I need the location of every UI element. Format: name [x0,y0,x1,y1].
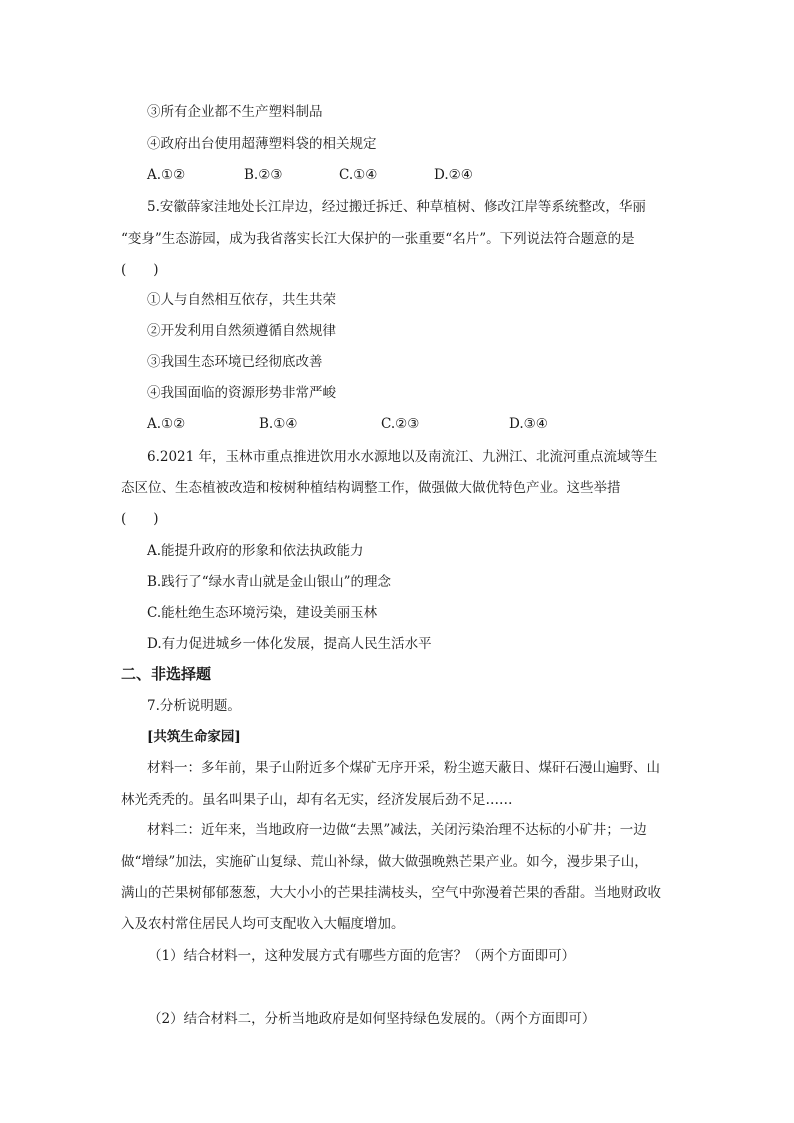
q5-option-a: A.①② [147,416,186,432]
q5-item-1: ①人与自然相互依存，共生共荣 [147,292,336,308]
q4-option-a: A.①② [147,167,186,183]
q4-item-3: ③所有企业都不生产塑料制品 [147,104,323,120]
q4-item-4: ④政府出台使用超薄塑料袋的相关规定 [147,136,377,152]
q7-material-2-line-2: 做“增绿”加法，实施矿山复绿、荒山补绿，做大做强晚熟芒果产业。如今，漫步果子山， [121,854,648,870]
q5-option-b: B.①④ [259,416,298,432]
q7-material-2-line-3: 满山的芒果树郁郁葱葱，大大小小的芒果挂满枝头，空气中弥漫着芒果的香甜。当地财政收 [121,885,661,901]
q7-intro: 7.分析说明题。 [147,698,241,714]
q6-answer-paren: ( ) [121,511,159,527]
q6-stem-line-2: 态区位、生态植被改造和桉树种植结构调整工作，做强做大做优特色产业。这些举措 [121,480,621,496]
q6-stem-line-1: 6.2021 年，玉林市重点推进饮用水水源地以及南流江、九洲江、北流河重点流域等生 [147,449,658,465]
q6-option-d: D.有力促进城乡一体化发展，提高人民生活水平 [147,636,432,652]
q4-option-d: D.②④ [434,167,473,183]
q7-topic: [共筑生命家园] [147,729,241,745]
q7-material-2-line-1: 材料二：近年来，当地政府一边做“去黑”减法，关闭污染治理不达标的小矿井；一边 [147,822,647,838]
q4-option-b: B.②③ [244,167,283,183]
q7-material-2-line-4: 入及农村常住居民人均可支配收入大幅度增加。 [121,916,405,932]
q6-option-b: B.践行了“绿水青山就是金山银山”的理念 [147,574,392,590]
q5-item-4: ④我国面临的资源形势非常严峻 [147,385,336,401]
q5-item-2: ②开发利用自然须遵循自然规律 [147,323,336,339]
q5-option-c: C.②③ [381,416,420,432]
q6-option-c: C.能杜绝生态环境污染，建设美丽玉林 [147,605,378,621]
section-heading: 二、非选择题 [121,665,212,683]
q7-material-1-line-2: 林光秃秃的。虽名叫果子山，却有名无实，经济发展后劲不足…… [121,792,513,808]
q5-answer-paren: ( ) [121,262,159,278]
q4-option-c: C.①④ [339,167,378,183]
q7-material-1-line-1: 材料一：多年前，果子山附近多个煤矿无序开采，粉尘遮天蔽日、煤矸石漫山遍野、山 [147,760,660,776]
q5-option-d: D.③④ [509,416,548,432]
q5-stem-line-2: “变身”生态游园，成为我省落实长江大保护的一张重要“名片”。下列说法符合题意的是 [121,231,635,247]
q5-stem-line-1: 5.安徽薛家洼地处长江岸边，经过搬迁拆迁、种草植树、修改江岸等系统整改，华丽 [147,199,646,215]
q7-subquestion-2: （2）结合材料二，分析当地政府是如何坚持绿色发展的。（两个方面即可） [148,1011,596,1027]
q6-option-a: A.能提升政府的形象和依法执政能力 [147,543,364,559]
q7-subquestion-1: （1）结合材料一，这种发展方式有哪些方面的危害？（两个方面即可） [148,948,576,964]
q5-item-3: ③我国生态环境已经彻底改善 [147,354,323,370]
